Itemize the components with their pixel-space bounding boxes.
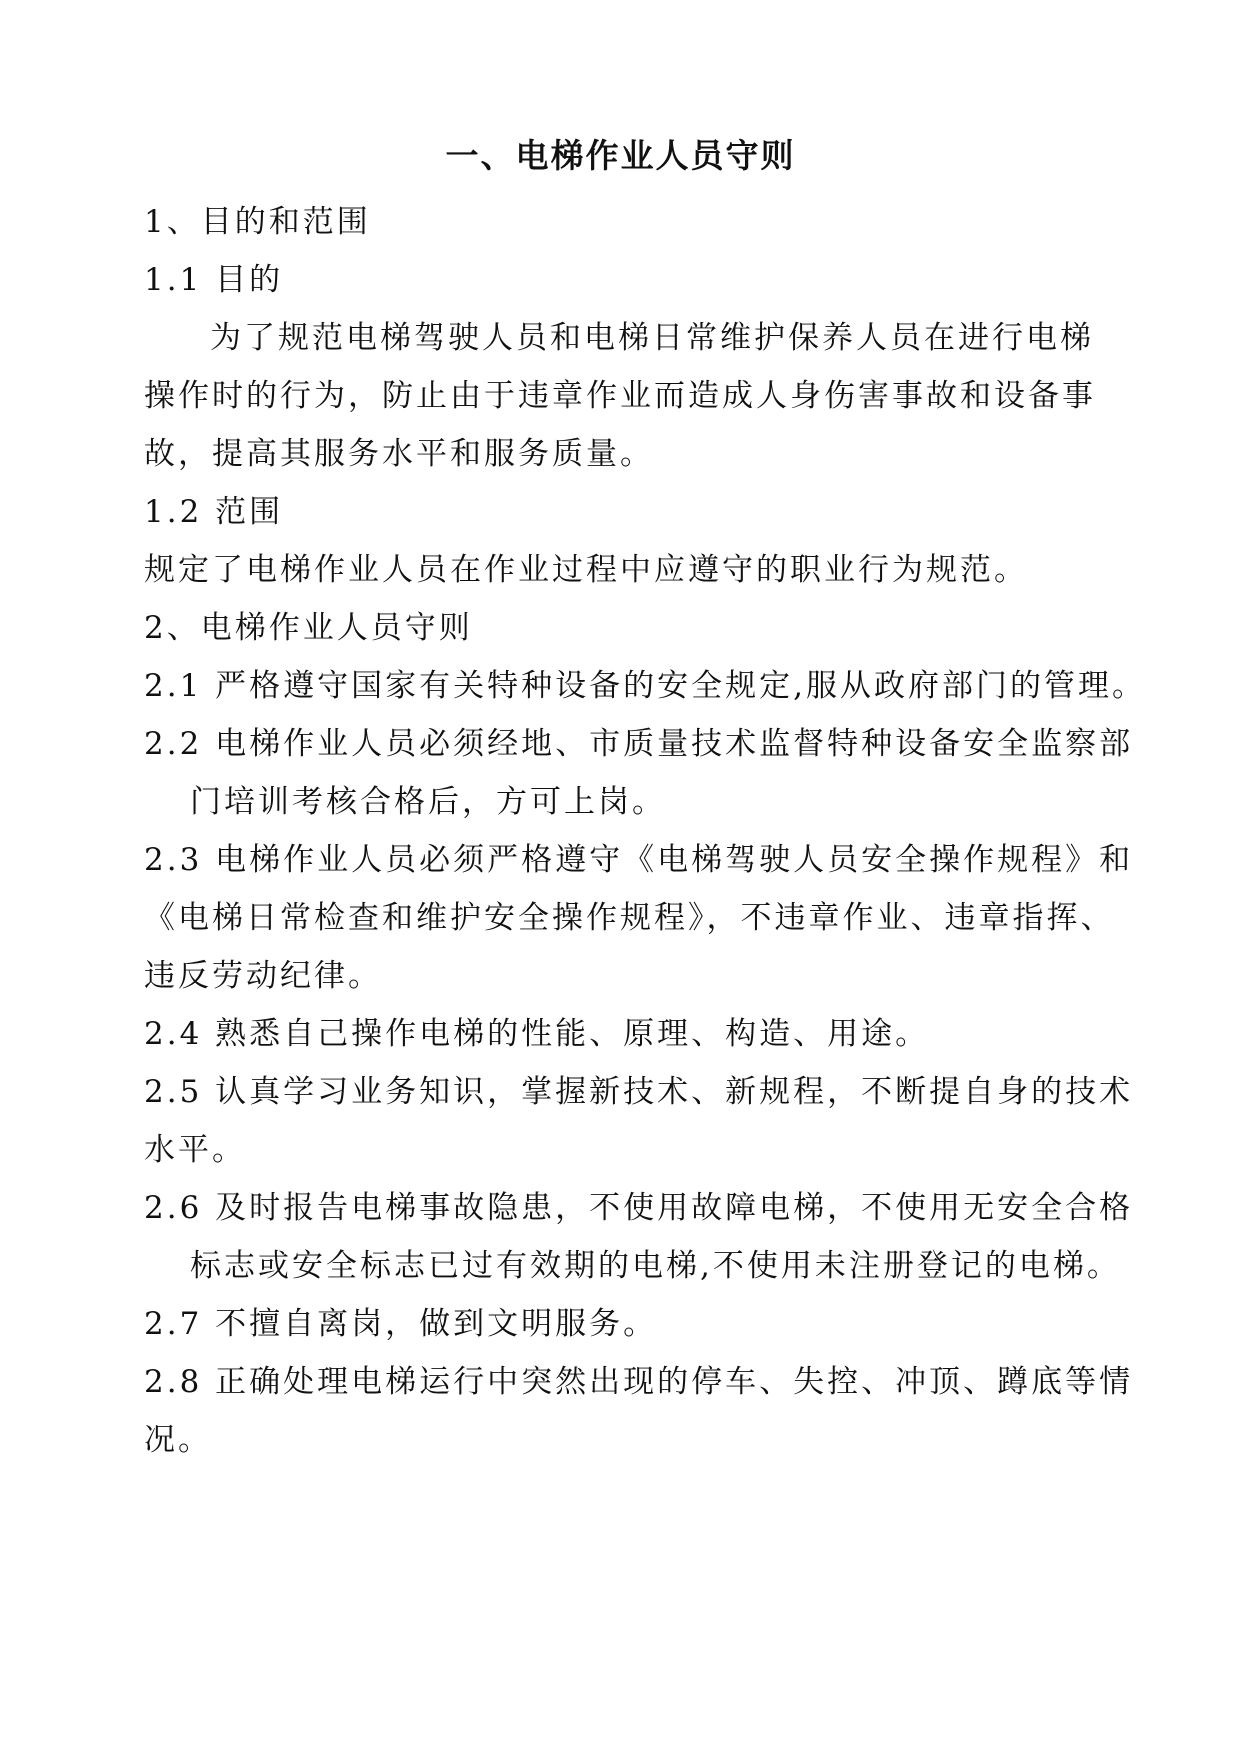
subsection-heading: 1.2 范围 bbox=[144, 494, 284, 530]
rule-item: 2.6 及时报告电梯事故隐患，不使用故障电梯，不使用无安全合格 bbox=[144, 1190, 1134, 1226]
paragraph-line: 为了规范电梯驾驶人员和电梯日常维护保养人员在进行电梯 bbox=[210, 320, 1094, 356]
paragraph-line: 规定了电梯作业人员在作业过程中应遵守的职业行为规范。 bbox=[144, 552, 1028, 588]
section-heading: 2、电梯作业人员守则 bbox=[144, 610, 473, 646]
rule-item-continuation: 况。 bbox=[144, 1422, 212, 1458]
rule-item: 2.8 正确处理电梯运行中突然出现的停车、失控、冲顶、蹲底等情 bbox=[144, 1364, 1134, 1400]
rule-item-continuation: 《电梯日常检查和维护安全操作规程》，不违章作业、违章指挥、 bbox=[144, 900, 1115, 936]
section-heading: 1、目的和范围 bbox=[144, 204, 371, 240]
paragraph-line: 操作时的行为，防止由于违章作业而造成人身伤害事故和设备事 bbox=[144, 378, 1096, 414]
rule-item: 2.4 熟悉自己操作电梯的性能、原理、构造、用途。 bbox=[144, 1016, 930, 1052]
rule-item: 2.7 不擅自离岗，做到文明服务。 bbox=[144, 1306, 658, 1342]
rule-item-continuation: 标志或安全标志已过有效期的电梯,不使用未注册登记的电梯。 bbox=[190, 1248, 1121, 1284]
paragraph-line: 故，提高其服务水平和服务质量。 bbox=[144, 436, 654, 472]
rule-item: 2.5 认真学习业务知识，掌握新技术、新规程，不断提自身的技术 bbox=[144, 1074, 1134, 1110]
rule-item: 2.3 电梯作业人员必须严格遵守《电梯驾驶人员安全操作规程》和 bbox=[144, 842, 1134, 878]
rule-item-continuation: 水平。 bbox=[144, 1132, 246, 1168]
rule-item: 2.1 严格遵守国家有关特种设备的安全规定,服从政府部门的管理。 bbox=[144, 668, 1147, 704]
rule-item: 2.2 电梯作业人员必须经地、市质量技术监督特种设备安全监察部 bbox=[144, 726, 1134, 762]
rule-item-continuation: 违反劳动纪律。 bbox=[144, 958, 382, 994]
rule-item-continuation: 门培训考核合格后，方可上岗。 bbox=[190, 784, 666, 820]
document-title: 一、电梯作业人员守则 bbox=[445, 136, 796, 175]
subsection-heading: 1.1 目的 bbox=[144, 262, 284, 298]
